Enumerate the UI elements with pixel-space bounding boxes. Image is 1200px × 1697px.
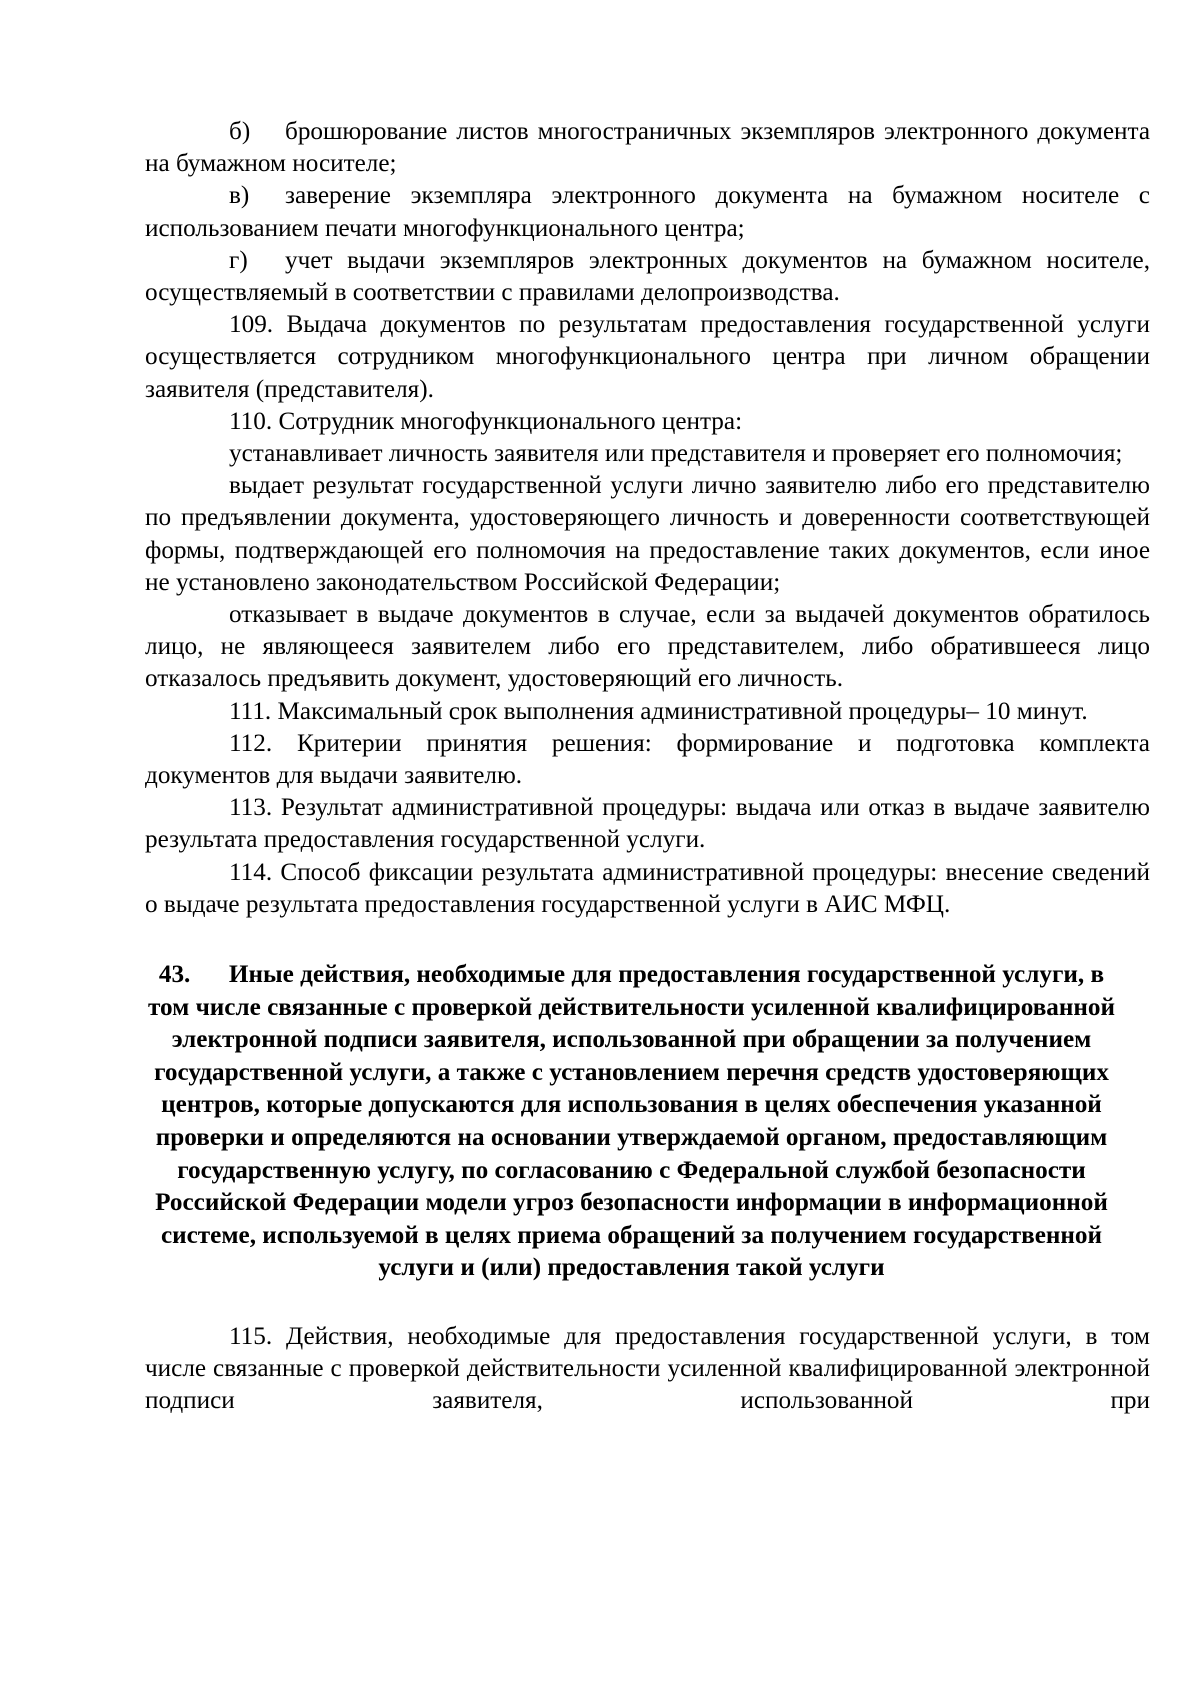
- section-heading: [145, 959, 1150, 1285]
- paragraph-110-issue: выдает результат государственной услуги лично заявителю либо его представителю по предъявлении документа, удостоверяющего личность и доверенности соответствующей формы, подтверждающей его полномочия на предоставление таких документов, если иное не установлено законодательством Российской Федерации;: [145, 472, 1150, 596]
- list-item-g: [145, 245, 1150, 309]
- list-marker: г): [229, 246, 248, 274]
- list-item-text: брошюрование листов многостраничных экземпляров электронного документа на бумажном носителе;: [145, 118, 1150, 178]
- paragraph-111: 111. Максимальный срок выполнения административной процедуры– 10 минут.: [229, 697, 1088, 725]
- list-item-text: заверение экземпляра электронного документа на бумажном носителе с использованием печати многофункционального центра;: [145, 182, 1150, 242]
- list-marker: в): [229, 182, 250, 210]
- paragraph-113: 113. Результат административной процедуры: выдача или отказ в выдаче заявителю результата предоставления государственной услуги.: [145, 794, 1150, 854]
- document-page: [145, 116, 1150, 1418]
- paragraph-110-refuse: отказывает в выдаче документов в случае, если за выдачей документов обратилось лицо, не являющееся заявителем либо его представителем, либо обратившееся лицо отказалось предъявить документ, удостоверяющий его личность.: [145, 601, 1150, 693]
- paragraph-115: 115. Действия, необходимые для предоставления государственной услуги, в том числе связанные с проверкой действительности усиленной квалифицированной электронной подписи заявителя, использованной при: [145, 1323, 1150, 1415]
- paragraph-112: 112. Критерии принятия решения: формирование и подготовка комплекта документов для выдачи заявителю.: [145, 729, 1150, 790]
- paragraph-114: 114. Способ фиксации результата административной процедуры: внесение сведений о выдаче результата предоставления государственной услуги в АИС МФЦ.: [145, 858, 1150, 918]
- section-title: Иные действия, необходимые для предоставления государственной услуги, в том числе связанные с проверкой действительности усиленной квалифицированной электронной подписи заявителя, использованной при обращении за получением государственной услуги, а также с установлением перечня средств удостоверяющих центров, которые допускаются для использования в целях обеспечения указанной проверки и определяются на основании утверждаемой органом, предоставляющим государственную услугу, по согласованию с Федеральной службой безопасности Российской Федерации модели угроз безопасности информации в информационной системе, используемой в целях приема обращений за получением государственной услуги и (или) предоставления такой услуги: [147, 961, 1116, 1282]
- section-number: 43.: [158, 961, 191, 989]
- paragraph-109: 109. Выдача документов по результатам предоставления государственной услуги осуществляется сотрудником многофункционального центра при личном обращении заявителя (представителя).: [145, 311, 1150, 403]
- list-item-text: учет выдачи экземпляров электронных документов на бумажном носителе, осуществляемый в соответствии с правилами делопроизводства.: [145, 246, 1150, 307]
- paragraph-110-identify: устанавливает личность заявителя или представителя и проверяет его полномочия;: [229, 440, 1123, 468]
- paragraph-110: 110. Сотрудник многофункционального центра:: [229, 407, 743, 435]
- list-item-b: [145, 116, 1150, 180]
- list-marker: б): [229, 118, 251, 145]
- list-item-v: [145, 180, 1150, 244]
